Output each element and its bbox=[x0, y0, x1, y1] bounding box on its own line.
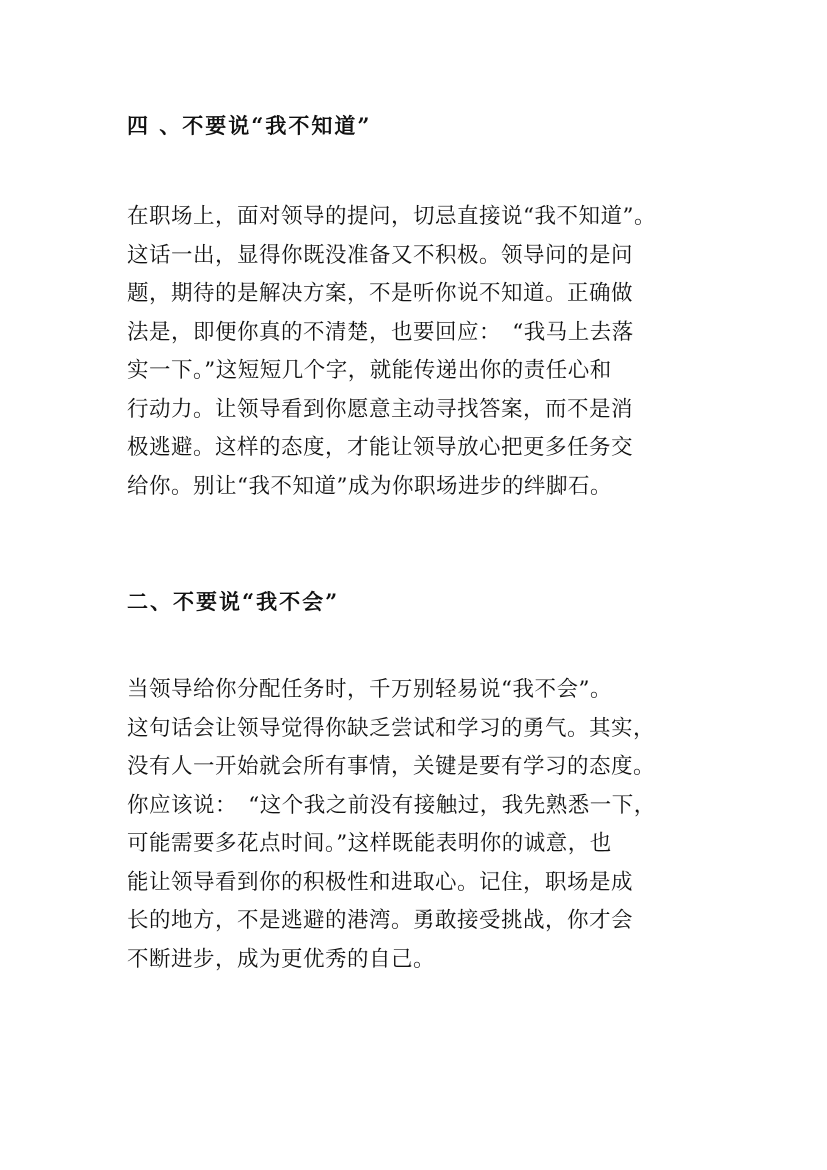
paragraph-line: 这话一出，显得你既没准备又不积极。领导问的是问 bbox=[127, 242, 634, 268]
paragraph-line: 行动力。让领导看到你愿意主动寻找答案，而不是消 bbox=[127, 396, 634, 422]
section-body-2 bbox=[127, 671, 707, 979]
paragraph-line: 实一下。”这短短几个字，就能传递出你的责任心和 bbox=[127, 358, 612, 383]
paragraph-line: 你应该说： “这个我之前没有接触过，我先熟悉一下， bbox=[127, 792, 656, 818]
paragraph-line: 当领导给你分配任务时，千万别轻易说“我不会”。 bbox=[127, 677, 612, 702]
section-heading-1: 四 、不要说“我不知道” bbox=[127, 113, 372, 138]
paragraph-line: 这句话会让领导觉得你缺乏尝试和学习的勇气。其实， bbox=[127, 715, 656, 741]
paragraph-line: 不断进步，成为更优秀的自己。 bbox=[127, 946, 436, 972]
paragraph-line: 在职场上，面对领导的提问，切忌直接说“我不知道”。 bbox=[127, 204, 656, 229]
paragraph-line: 题，期待的是解决方案，不是听你说不知道。正确做 bbox=[127, 281, 634, 306]
paragraph-line: 没有人一开始就会所有事情，关键是要有学习的态度。 bbox=[127, 754, 656, 779]
paragraph-line: 极逃避。这样的态度，才能让领导放心把更多任务交 bbox=[127, 435, 634, 460]
section-body-1 bbox=[127, 198, 707, 506]
paragraph-line: 可能需要多花点时间。”这样既能表明你的诚意，也 bbox=[127, 831, 612, 856]
paragraph-line: 长的地方，不是逃避的港湾。勇敢接受挑战，你才会 bbox=[127, 908, 634, 933]
paragraph-line: 能让领导看到你的积极性和进取心。记住，职场是成 bbox=[127, 869, 634, 895]
paragraph-line: 给你。别让“我不知道”成为你职场进步的绊脚石。 bbox=[127, 473, 612, 499]
section-heading-2: 二、不要说“我不会” bbox=[127, 589, 340, 614]
paragraph-line: 法是，即便你真的不清楚，也要回应： “我马上去落 bbox=[127, 319, 634, 345]
